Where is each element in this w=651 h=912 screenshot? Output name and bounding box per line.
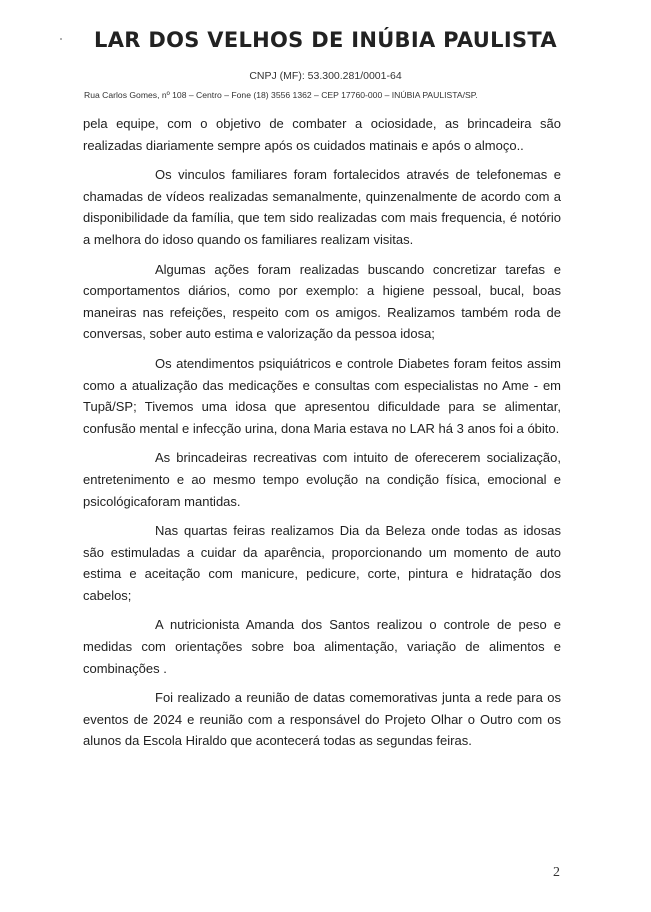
paragraph-2: Os vinculos familiares foram fortalecidos através de telefonemas e chamadas de vídeos realizadas semanalmente, quinzenalmente de acordo com a disponibilidade da família, que tem sido realizadas com mais frequencia, é notório a melhora do idoso quando os familiares realizam visitas. bbox=[83, 167, 561, 247]
paragraph-3: Algumas ações foram realizadas buscando concretizar tarefas e comportamentos diários, como por exemplo: a higiene pessoal, bucal, boas maneiras nas refeições, respeito com os amigos. Realizamos também roda de conversas, sober auto estima e valorização da pessoa idosa; bbox=[83, 261, 561, 342]
paragraph-1: pela equipe, com o objetivo de combater a ociosidade, as brincadeira são realizadas diariamente sempre após os cuidados matinais e após o almoço.. bbox=[83, 116, 561, 153]
cnpj-line: CNPJ (MF): 53.300.281/0001-64 bbox=[249, 70, 402, 82]
paragraph-4: Os atendimentos psiquiátricos e controle Diabetes foram feitos assim como a atualização das medicações e consultas com especialistas no Ame - em Tupã/SP; Tivemos uma idosa que apresentou dificuldade para se alimentar, confusão mental e infecção urina, dona Maria estava no LAR há 3 anos foi a óbito. bbox=[83, 355, 561, 436]
paragraph-8: Foi realizado a reunião de datas comemorativas junta a rede para os eventos de 2024 e reunião com a responsável do Projeto Olhar o Outro com os alunos da Escola Hiraldo que acontecerá todas as segundas feiras. bbox=[83, 690, 561, 749]
address-line: Rua Carlos Gomes, nº 108 – Centro – Fone (18) 3556 1362 – CEP 17760-000 – INÚBIA PAULISTA/SP. bbox=[84, 90, 478, 100]
paragraph-5: As brincadeiras recreativas com intuito de oferecerem socialização, entretenimento e ao mesmo tempo evolução na condição física, emocional e psicológicaforam mantidas. bbox=[83, 450, 561, 509]
page-number: 2 bbox=[553, 865, 560, 880]
report-body bbox=[83, 113, 561, 760]
paragraph-6: Nas quartas feiras realizamos Dia da Beleza onde todas as idosas são estimuladas a cuidar da aparência, proporcionando um momento de auto estima e aceitação com manicure, pedicure, corte, pintura e hidratação dos cabelos; bbox=[83, 523, 561, 603]
institution-title: LAR DOS VELHOS DE INÚBIA PAULISTA bbox=[94, 28, 557, 52]
paragraph-7: A nutricionista Amanda dos Santos realizou o controle de peso e medidas com orientações sobre boa alimentação, variação de alimentos e combinações . bbox=[83, 617, 561, 676]
